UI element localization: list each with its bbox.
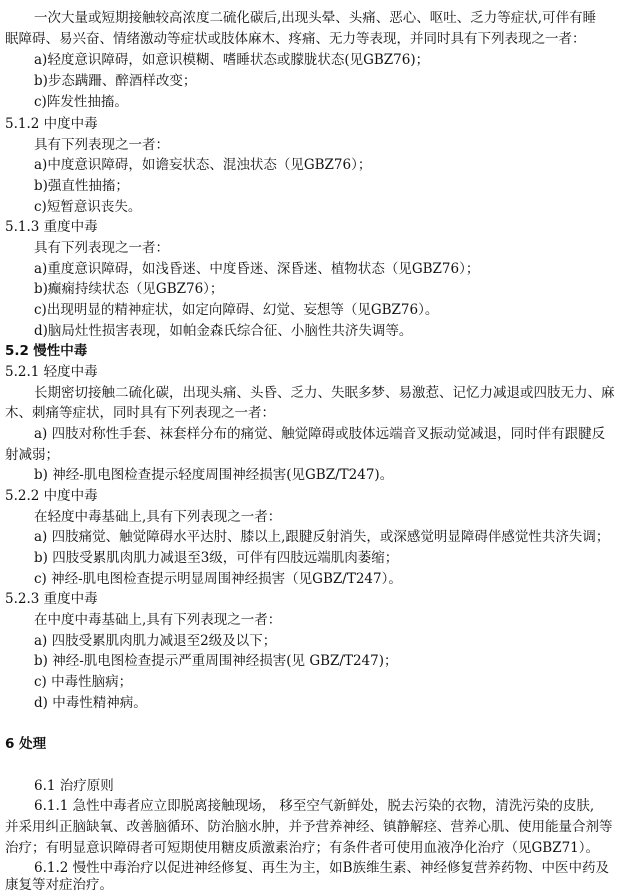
section-5-1-3-item-b: b)癫痫持续状态（见GBZ76）； <box>34 281 224 297</box>
section-5-2-title: 慢性中毒 <box>33 343 88 359</box>
section-5-1-2-item-c: c)短暂意识丧失。 <box>34 199 142 215</box>
section-5-2-2-item-a: a) 四肢痛觉、触觉障碍水平达肘、膝以上,跟腱反射消失，或深感觉明显障碍伴感觉性共济失调； <box>34 529 610 545</box>
section-5-2-2-lead: 在轻度中毒基础上,具有下列表现之一者： <box>34 509 282 525</box>
section-6-heading: 6 处理 <box>5 736 47 752</box>
section-5-2-1-line-2: 木、刺痛等症状，同时具有下列表现之一者： <box>5 405 275 421</box>
section-5-2-3-item-a: a) 四肢受累肌肉肌力减退至2级及以下； <box>34 633 277 649</box>
section-5-1-3-lead: 具有下列表现之一者： <box>34 240 169 256</box>
intro-line-2: 眠障碍、易兴奋、情绪激动等症状或肢体麻木、疼痛、无力等表现，并同时具有下列表现之一者： <box>5 31 586 47</box>
section-5-2-2-item-c: c) 神经-肌电图检查提示明显周围神经损害（见GBZ/T247）。 <box>34 571 402 587</box>
section-5-2-2-heading: 5.2.2 中度中毒 <box>5 488 98 504</box>
section-5-2-1-line-1: 长期密切接触二硫化碳，出现头痛、头昏、乏力、失眠多梦、易激惹、记忆力减退或四肢无力、麻 <box>34 385 615 401</box>
section-6-1-heading: 6.1 治疗原则 <box>34 778 114 794</box>
intro-line-1: 一次大量或短期接触较高浓度二硫化碳后,出现头晕、头痛、恶心、呕吐、乏力等症状,可伴有睡 <box>34 10 597 26</box>
section-5-2-1-heading: 5.2.1 轻度中毒 <box>5 364 98 380</box>
section-5-1-2-heading: 5.1.2 中度中毒 <box>5 116 98 132</box>
section-5-2-3-heading: 5.2.3 重度中毒 <box>5 591 98 607</box>
section-5-1-2-lead: 具有下列表现之一者： <box>34 137 169 153</box>
section-5-1-2-item-a: a)中度意识障碍，如谵妄状态、混浊状态（见GBZ76）； <box>34 157 372 173</box>
section-5-2-3-item-b: b) 神经-肌电图检查提示严重周围神经损害(见 GBZ/T247)； <box>34 653 398 669</box>
section-6-1-2-line-2: 康复等对症治疗。 <box>5 877 113 893</box>
section-5-2-3-item-d: d) 中毒性精神病。 <box>34 695 147 711</box>
section-5-2-3-lead: 在中度中毒基础上,具有下列表现之一者： <box>34 612 282 628</box>
section-5-2-1-item-a-line-2: 射减弱； <box>5 447 59 463</box>
section-5-2-heading <box>5 341 87 361</box>
section-6-1-1-line-1: 6.1.1 急性中毒者应立即脱离接触现场， 移至空气新鲜处，脱去污染的衣物，清洗污染的皮肤, <box>34 798 595 814</box>
section-5-1-3-item-a: a)重度意识障碍，如浅昏迷、中度昏迷、深昏迷、植物状态（见GBZ76）； <box>34 261 480 277</box>
section-5-2-number: 5.2 <box>5 343 29 359</box>
section-5-1-2-item-b: b)强直性抽搐； <box>34 178 129 194</box>
intro-item-b: b)步态蹒跚、醉酒样改变； <box>34 73 197 89</box>
intro-item-a: a)轻度意识障碍，如意识模糊、嗜睡状态或朦胧状态(见GBZ76)； <box>34 52 430 68</box>
section-6-1-1-line-3: 治疗；有明显意识障碍者可短期使用糖皮质激素治疗；有条件者可使用血液净化治疗（见GBZ71）。 <box>5 840 600 856</box>
section-5-2-1-item-a-line-1: a) 四肢对称性手套、袜套样分布的痛觉、触觉障碍或肢体远端音叉振动觉减退，同时伴有跟腱反 <box>34 426 606 442</box>
section-6-1-1-line-2: 并采用纠正脑缺氧、改善脑循环、防治脑水肿，并予营养神经、镇静解痉、营养心肌、使用能量合剂等 <box>5 819 613 835</box>
section-5-2-2-item-b: b) 四肢受累肌肉肌力减退至3级，可伴有四肢远端肌肉萎缩； <box>34 550 399 566</box>
section-5-1-3-heading: 5.1.3 重度中毒 <box>5 219 98 235</box>
section-5-2-1-item-b: b) 神经-肌电图检查提示轻度周围神经损害(见GBZ/T247)。 <box>34 467 394 483</box>
intro-item-c: c)阵发性抽搐。 <box>34 94 128 110</box>
section-5-2-3-item-c: c) 中毒性脑病； <box>34 674 133 690</box>
section-6-1-2-line-1: 6.1.2 慢性中毒治疗以促进神经修复、再生为主，如B族维生素、神经修复营养药物、中医中药及 <box>34 860 610 876</box>
section-5-1-3-item-c: c)出现明显的精神症状，如定向障碍、幻觉、妄想等（见GBZ76）。 <box>34 302 439 318</box>
section-5-1-3-item-d: d)脑局灶性损害表现，如帕金森氏综合征、小脑性共济失调等。 <box>34 323 413 339</box>
